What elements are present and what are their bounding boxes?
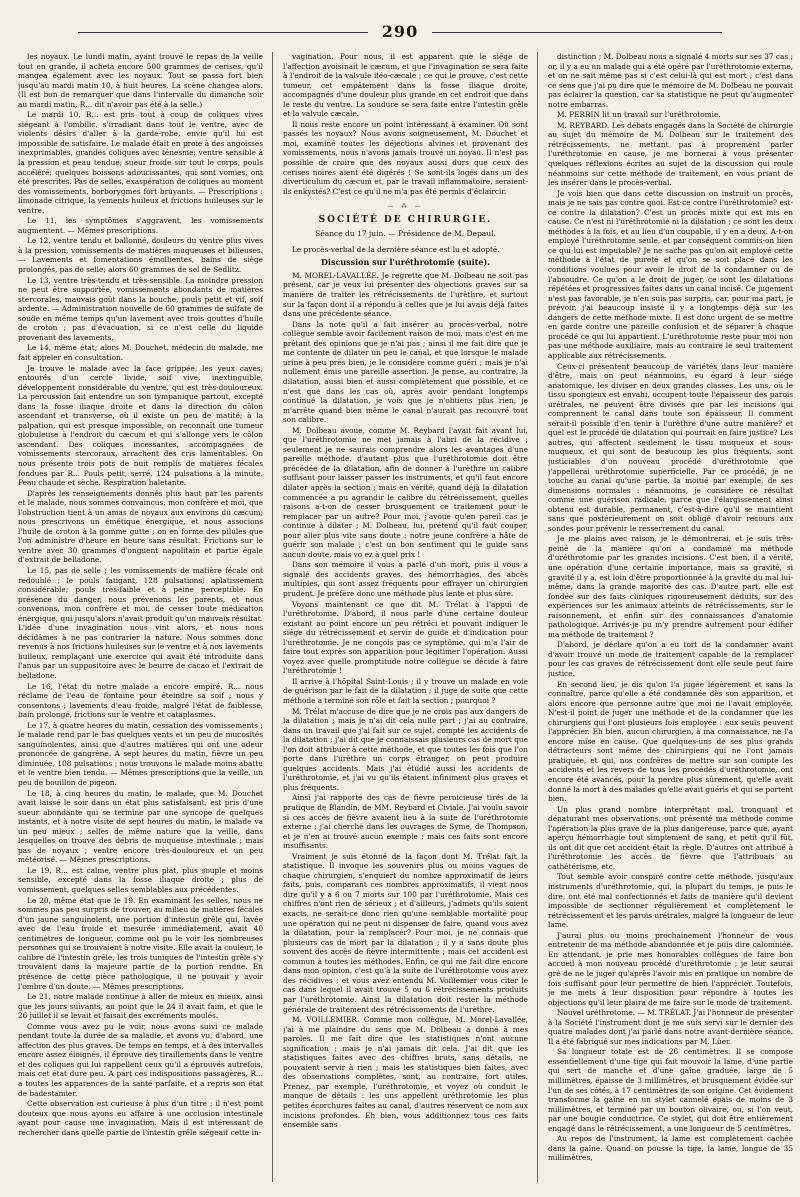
paragraph: M. VOILLEMIER. Comme mon collègue, M. Morel-Lavallée, j'ai à me plaindre du sens que M. Dolbeau a donné à mes paroles. Il me fait dire que les statistiques n'ont aucune signification ; mais je n'ai jamais dit cela. J'ai dit que les statistiques faites avec des chiffres bruts, sans détails, ne pouvaient servir à rien ; mais les statistiques bien faites, avec des observations complètes, sont, au contraire, fort utiles. Prenez, par exemple, l'uréthrotomie, et voyez où conduit le manque de détails : les uns appellent uréthrotomie les plus petites écorchures faites au canal, d'autres réservent ce nom aux incisions profondes. Eh bien, vous additionnez tous ces faits ensemble sans bbox=[283, 1015, 528, 1130]
column-divider bbox=[272, 52, 273, 1182]
paragraph: D'après les renseignements donnés plus haut par les parents et le malade, nous sommes convaincus, mon confrère et moi, que l'obstruction tient à un amas de noyaux aux environs du cæcum; nous prescrivons un émétique énergique, et nous associons l'huile de croton à la gomme gutte ; on en forme des pilules que l'on administre d'heure en heure sans résultat. Frictions sur le ventre avec 30 grammes d'onguent napolitain et partie égale d'extrait de belladone. bbox=[18, 488, 263, 565]
paragraph: vagination. Pour nous, il est apparent que le siége de l'affection avoisinait le cæcum, et que l'invagination se sera faite à l'endroit de la valvule iléo-cæcale ; ce qui le prouve, c'est cette tumeur, cet empâtement dans la fosse iliaque droite, accompagnés d'une douleur plus grande en cet endroit que dans le reste du ventre. La soudure se sera faite entre l'intestin grêle et la valvule cæcale. bbox=[283, 52, 528, 119]
paragraph: D'abord, je déclare qu'on a eu tort de la condamner avant d'avoir trouvé un mode de traitement capable de la remplacer pour les cas graves de rétrécissement dont elle seule peut faire justice. bbox=[548, 640, 793, 678]
column-divider bbox=[537, 52, 538, 1182]
paragraph: Le 16, l'état du notre malade a encore empiré. R... nous réclame de l'eau de fontaine pour éteindre sa soif ; nous y consentons ; lavements d'eau froide, malgré l'état de faiblesse, bain prolongé, frictions sur le ventre et cataplasmes. bbox=[18, 681, 263, 720]
minutes-note: Le procès-verbal de la dernière séance est lu et adopté. bbox=[292, 244, 500, 254]
paragraph: Je trouve le malade avec la face grippée, les yeux caves, entourés d'un cercle livide, soif vive, inextinguible, développement considérable du ventre, qui est très-douloureux. La percussion fait entendre un son tympanique partout, excepté dans la fosse iliaque droite et dans la direction du côlon ascendant et transverse, où il existe un peu de matité; à la palpation, qui est presque impossible, on reconnaît une tumeur globuleuse à l'endroit du cæcum et qui s'allonge vers le côlon ascendant. Des coliques incessantes, accompagnées de vomissements stercoraux, arrachent des cris lamentables. On nous présente trois pots de nuit remplis de matières fécales fondues par R... Pouls petit, serré, 124 pulsations à la minute. Peau chaude et sèche. Respiration haletante. bbox=[18, 363, 263, 488]
column-left bbox=[18, 52, 263, 1182]
paragraph: Le 13, ventre très-tendu et très-sensible. La moindre pression ne peut être supportée, vomissements abondants de matières stercorales, mauvais goût dans la bouche, pouls petit et vif, soif ardente. — Administration nouvelle de 60 grammes de sulfate de soude en même temps qu'un lavement avec trois gouttes d'huile de croton ; pas d'évacuation, si ce n'est celle du liquide provenant des lavements. bbox=[18, 275, 263, 342]
observation-conclusion bbox=[283, 52, 528, 196]
paragraph: Il arrive à l'hôpital Saint-Louis ; il y trouve un malade en voie de guérison par le fait de la dilatation ; il juge de suite que cette méthode a terminé son rôle et fait la section ; pourquoi ? bbox=[283, 676, 528, 705]
column-right bbox=[548, 52, 793, 1182]
paragraph: Le 18, à cinq heures du matin, le malade, que M. Douchet avait laissé le soir dans un état plus satisfaisant, est pris d'une sueur abondante qui se termine par une syncope de quelques instants, et à notre visite de sept heures du matin, le malade va un peu mieux ; selles de même nature que la veille, dans lesquelles on trouve des débris de muqueuse intestinale ; mais pas de noyaux ; ventre encore très-douloureux et un peu météorisé. — Mêmes prescriptions. bbox=[18, 788, 263, 865]
page-number: 290 bbox=[381, 22, 419, 41]
paragraph: Un plus grand nombre interprétant mal, tronquant et dénaturant mes observations, ont présenté ma méthode comme l'opération la plus grave de la plus dangereuse, parce que, ayant aperçu hémorrhagie tout simplement de sang, et petit qu'il fût, ils ont dit que cet accident était la règle. D'autres ont attribué à l'uréthrotomie les accès de fièvre que l'attribuais au cathétérisme, etc. bbox=[548, 804, 793, 871]
header-rule-right bbox=[432, 32, 722, 33]
paragraph: Le 19, R... est calme, ventre plus plat, plus souple et moins sensible, excepté dans la fosse iliaque droite ; plus de vomissement, quelques selles semblables aux précédentes. bbox=[18, 865, 263, 895]
discussion-title: Discussion sur l'uréthrotomie (suite). bbox=[320, 257, 491, 268]
paragraph: Comme vous avez pu le voir, nous avons suivi ce malade pendant toute la durée de sa maladie, et avons vu, d'abord, une affection des plus graves. De temps en temps, et à des intervalles encore assez éloignés, il éprouve des tiraillements dans le ventre et des coliques qui lui rappellent ceux qu'il a éprouvés autrefois, mais cet état dure peu. A part ces indispositions passagères, R... a toutes les apparences de la santé parfaite, et a repris son état de badestamier. bbox=[18, 1021, 263, 1098]
paragraph: Ainsi j'ai rapporté des cas de fièvre pernicieuse tirés de la pratique de Blandin, de MM. Reybard et Civiale. J'ai voulu savoir si ces accès de fièvre avaient lieu à la suite de l'uréthrotomie externe ; j'ai cherché dans les ouvrages de Syme, de Thompson, et je n'en ai trouvé aucun exemple ; mais ces faits sont encore insuffisants. bbox=[283, 793, 528, 851]
paragraph: les noyaux. Le lundi matin, ayant trouvé le repas de la veille tout en grande, il acheta encore 500 grammes de cerises, qu'il mangea également avec les noyaux. Tout se passa fort bien jusqu'au mardi matin 10, à huit heures. La scène changea alors. (Il est bon de remarquer que dans l'intervalle du dimanche soir au mardi matin, R... dit n'avoir pas été à la selle.) bbox=[18, 52, 263, 109]
paragraph: Je me plains avec raison, je le démontrerai, et je suis très-peiné de la manière qu'on a condamné ma méthode d'uréthrotomie par les grandes incisions. C'est bien, il a vérité, une opération d'une certaine importance, mais sa gravité, si gravité il y a, est loin d'être proportionnée à la gravité du mal lui-même, dans la grande majorité des cas. D'autre part, elle est fondée sur des faits cliniques rigoureusement déduits, sur des expériences sur les animaux atteints de rétrécissements, sur le raisonnement, et enfin sur des connaissances d'anatomie pathologique. Arrivés-je pu m'y prendre autrement pour édifier ma méthode de traitement ? bbox=[548, 534, 793, 639]
paragraph: Le 14, même état; alors M. Douchet, médecin du malade, me fait appeler en consultation. bbox=[18, 343, 263, 362]
paragraph: Je vois bien que dans cette discussion on instruit un procès, mais je ne sais pas contre quoi. Est-ce contre l'uréthrotomie? est-ce contre la dilatation? C'est un procès mixte qui est mis en cause. Ce n'est ni l'uréthrotomie ni la dilatation ; ce sont les deux méthodes à la fois, et au lieu d'un coupable, il y en a deux. A-t-on employé l'uréthrotomie seule, et par conséquent commis-on bien ce qui lui est imputable? Je ne sache pas qu'on ait employé cette méthode à l'état de pureté et qu'on se soit placé dans les conditions voulues pour avoir le droit de la condamner ou de l'absoudre. Ce qu'on a le droit de juger, ce sont les dilatations répétées et progressives faites dans un canal incisé. Ce jugement n'est pas favorable, je n'en suis pas surpris, car, pour ma part, je prévoir, j'ai beaucoup insisté il y a longtemps déjà sur les dangers de cette méthode mixte. Il est donc urgent de se mettre en garde contre une pareille confusion et de séparer à chaque procédé ce qui lui appartient. L'uréthrotomie reste pour moi non pas une méthode auxiliaire, mais au contraire le seul traitement applicable aux rétrécissements. bbox=[548, 188, 793, 360]
session-date: Séance du 17 juin. — Présidence de M. Depaul. bbox=[315, 229, 496, 239]
paragraph: Le 15, pas de selle ; les vomissements de matière fécale ont redoublé ; le pouls fatigant, 128 pulsations; aplatissement considérable; pouls très-faible et à peine perceptible. En présence du danger, nous prévenons les parents, et nous convenons, mon confrère et moi, de cesser toute médication énergique, qui jusqu'alors n'avait produit qu'un mauvais résultat. L'idée d'une invagination nous vint alors, et nous nous décidâmes à ne pas contrarier la nature. Nous sommes donc revenus à nos frictions huileuses sur le ventre et à nos lavements huileux, remplaçant une exercice qui avait été introduite dans l'anus par un suppositoire avec le beurre de cacao et l'extrait de belladone. bbox=[18, 565, 263, 680]
paragraph: distinction ; M. Dolbeau nous a signalé 4 morts sur ses 37 cas ; or, il y a eu un malade qui a été opéré par l'uréthrotomie externe, et on ne sait même pas si c'est celui-là qui est mort ; c'est dans ce sens que j'ai pu dire que le mémoire de M. Dolbeau ne pouvait pas éclairer la question, car sa statistique ne peut qu'augmenter notre embarras. bbox=[548, 52, 793, 109]
paragraph: Le 20, même état que le 19. En examinant les selles, nous ne sommes pas peu surpris de trouver, au milieu de matières fécales d'un jaune sanguinolent, une portion d'intestin grêle qui, lavée avec de l'eau froide et mesurée immédiatement, avait 40 centimètres de longueur, comme ont pu le voir les nombreuses personnes qui se trouvaient à notre visite. Elle avait la couleur, le calibre de l'intestin grêle, les trois tuniques de l'intestin grêle s'y trouvaient dans la majeure partie de la portion rendue. En présence de cette pièce pathologique, il ne pouvait y avoir l'ombre d'un doute. — Mêmes prescriptions. bbox=[18, 895, 263, 991]
paragraph: Cette observation est curieuse à plus d'un titre : il n'est point douteux que nous ayons eu affaire à une occlusion intestinale ayant pour cause une invagination. Mais il est intéressant de rechercher dans quelle partie de l'intestin grêle siégeait cette in- bbox=[18, 1099, 263, 1137]
section-title: SOCIÉTÉ DE CHIRURGIE. bbox=[318, 214, 493, 225]
paragraph: Le 17, à quatre heures du matin, cessation des vomissements ; le malade rend par le bas quelques vents et un peu de mucosités sanguinolentes, ainsi que d'autres matières qui ont une odeur prononcée de gangrène. A sept heures du matin, fièvre un peu diminuée, 108 pulsations ; nous trouvons le malade moins abattu et le ventre bien tendu. — Mêmes prescriptions que la veille, un peu de bouillon de pigeon. bbox=[18, 720, 263, 788]
paragraph: Vraiment je suis étonné de la façon dont M. Trélat fait la statistique. Il invoque les souvenirs plus ou moins vagues de chaque chirurgien, s'enquiert du nombre approximatif de leurs faits, puis, comparant ces nombres approximatifs, il vient nous dire qu'il y a 6 ou 7 morts sur 100 par l'uréthrotomie. Mais ces chiffres n'ont rien de sérieux ; et d'ailleurs, j'admets qu'ils soient exacts, ne serait-ce donc rien qu'une semblable mortalité pour une opération qui ne peut ni dispenser de faire, quand vous avez la dilatation, pour la remplacer? Pour moi, je ne connais que plusieurs cas de mort par la dilatation ; il y a sans doute plus souvent des accès de fièvre intermittente ; mais cet accident est commun à toutes les méthodes. Enfin, ce qui me fait dire encore dans mon opinion, c'est qu'à la suite de l'uréthrotomie vous avez des récidives ; et vous avez entendu M. Voillemier vous citer le cas dans lequel il avait trouvé 5 ou 6 rétrécissements produits par l'uréthrotomie. Ainsi la dilatation doit rester la méthode générale de traitement des rétrécissements de l'urèthre. bbox=[283, 851, 528, 1014]
header-rule-left bbox=[78, 32, 368, 33]
paragraph: Voyons maintenant ce que dit M. Trélat à l'appui de l'uréthrotomie. D'abord, il nous parle d'une certaine douleur existant au point encore un peu rétréci et pouvant indiquer le siége du rétrécissement et servir de guide et d'indication pour l'uréthrotomie. Je ne conçois pas ce symptôme, qui m'a l'air de faire tout exprès son apparition pour légitimer l'opération. Aussi voyez avec quelle promptitude notre collègue se décide à faire l'uréthrotomie ! bbox=[283, 599, 528, 676]
paragraph: Le 12, ventre tendu et ballonné, douleurs du ventre plus vives à la pression, vomissements de matières muqueuses et bilieuses. — Lavements et fomentations émollientes, bains de siège prolongés, pas de selle; alors 60 grammes de sel de Sedlitz. bbox=[18, 236, 263, 275]
discussion-body bbox=[283, 271, 528, 1130]
paragraph: Il nous reste encore un point intéressant à examiner. Où sont passés les noyaux? Nous avons soigneusement, M. Douchet et moi, examiné toutes les déjections alvines et provenant des vomissements, nous n'avons jamais trouvé un noyau. Il n'est pas possible de croire que des noyaux aussi durs que ceux des cerises noires aient été digérés ! Se sont-ils logés dans un des diverticulum du cæcum et, par le travail inflammatoire, seraient-ils enkystés? C'est ce qu'il ne m'a pas été permis d'éclaircir. bbox=[283, 119, 528, 196]
paragraph: Nouvel uréthrotome. — M. TRÉLAT. J'ai l'honneur de présenter à la Société l'instrument dont je me suis servi sur le dernier des quatre malades dont j'ai parlé dans notre avant-dernière séance. Il a été fabriqué sur mes indications par M. Lüer. bbox=[548, 1008, 793, 1046]
paragraph: M. REYBARD. Les débats engagés dans la Société de chirurgie au sujet du mémoire de M. Dolbeau sur le traitement des rétrécissements, ne mettant pas à proprement parler l'uréthrotomie en cause, je me bornerai à vous présenter quelques réflexions écrites au sujet de la discussion qui roule néanmoins sur cette méthode de traitement, en vous priant de les insérer dans le procès-verbal. bbox=[548, 120, 793, 188]
paragraph: Le mardi 10, R... est pris tout à coup de coliques vives siégeant à l'ombilic, s'irradiant dans tout le ventre, avec de violents désirs d'aller à la garde-robe, envie qu'il lui est impossible de satisfaire. Le malade était en proie à des angoisses inexprimables, grandes coliques avec ténesme; ventre sensible à la pression et peau tendue; sueur froide sur tout le corps, pouls accéléré; quelques boissons adoucissantes, qui sont vomies, ont été prescrites. Pas de selles, exaspération de coliques au moment des vomissements, borborygmes fort bruyants. — Prescriptions : limonade citrique, la vements huileux et frictions huileuses sur le ventre. bbox=[18, 110, 263, 215]
paragraph: M. PERRIN lit un travail sur l'uréthrotomie. bbox=[557, 110, 721, 120]
paragraph: J'aurai plus ou moins prochainement l'honneur de vous entretenir de ma méthode abandonnée et je puis dire calomniée. En attendant, je prie mes honorables collègues de faire bon accueil à mon nouveau procédé d'uréthrotomie ; je leur saurai gré de ne le juger qu'après l'avoir mis en pratique un nombre de fois suffisant pour leur permettre de bien l'apprécier. Toutefois, je me mets à leur disposition pour répondre à toutes les objections qu'il leur plaira de me faire sur le mode de traitement. bbox=[548, 930, 793, 1007]
paragraph: Dans la note qu'il a fait insérer au procès-verbal, notre collègue semble avoir facilement raison de moi, mais c'est en me prêtant des opinions que je n'ai pas ; ainsi il me fait dire que je me contente de dilater un peu le canal, et que lorsque le malade urine à peu près bien, je le considère comme guéri ; mais je n'ai nullement émis une pareille assertion. Je pense, au contraire, la dilatation, aussi bien et aussi complètement que possible, et ce n'est que dans les cas où, après avoir pendant longtemps continué la dilatation, je vois que je n'obtiens plus rien, je m'arrête quand bien même le canal n'aurait pas recouvré tout son calibre. bbox=[283, 319, 528, 425]
paragraph: Sa longueur totale est de 26 centimètres. Il se compose essentiellement d'une tige qui fait mouvoir la lame, d'une partie qui sert de manche et d'une gaîne graduée, large de 5 millimètres, épaisse de 3 millimètres, et brusquement évidée sur l'un de ses côtés, à 17 centimètres de son origine. Cet évidement transforme la gaîne en un stylet cannelé épais de moins de 3 millimètres, et terminé par un bouton olivaire, ou, si l'on veut, par une bougie conductrice. Ce stylet, qui doit être entièrement engagé dans le rétrécissement, a une longueur de 5 centimètres. bbox=[548, 1047, 793, 1133]
paragraph: Le 11, les symptômes s'aggravent, les vomissements augmentent. — Mêmes prescriptions. bbox=[18, 216, 263, 235]
paragraph: Dans son mémoire il vous a parlé d'un mort, puis il vous a signalé des accidents graves, des hémorrhagies, des abcès multiples, qui sont assez fréquents pour effrayer un chirurgien prudent. Je préfère donc une méthode plus lente et plus sûre. bbox=[283, 560, 528, 598]
page-header bbox=[0, 22, 800, 41]
paragraph: M. Dolbeau avoue, comme M. Reybard l'avait fait avant lui, que l'uréthrotomie ne met jamais à l'abri de la récidive ; seulement je ne saurais comprendre alors les avantages d'une pareille méthode, d'autant plus que l'uréthrotomie doit être précédée de la dilatation, afin de donner à l'urèthre un calibre suffisant pour laisser passer les instruments, et qu'il faut encore dilater après la section ; mais en vérité, quand déjà la dilatation commencée a pu agrandir le calibre du rétrécissement, quelles raisons a-t-on de cesser brusquement ce traitement pour le remplacer par un autre? Pour moi, j'avoue qu'en pareil cas je continue à dilater ; M. Dolbeau, lui, prétend qu'il faut couper, pour aller plus vite sans doute : notre jeune confrère a hâte de guérir son malade ; c'est un bon sentiment qui le guide sans aucun doute, mais vo ez à quel prix ! bbox=[283, 425, 528, 559]
column-middle bbox=[283, 52, 528, 1182]
paragraph: M. MOREL-LAVALLÉE. Je regrette que M. Dolbeau ne soit pas présent, car je veux lui présenter des objections graves sur sa manière de traiter les rétrécissements de l'urèthre, et surtout sur la façon dont il a répondu à celles que je lui avais déjà faites dans une précédente séance. bbox=[283, 270, 528, 319]
ornamental-divider: — ⁂ — bbox=[387, 203, 424, 211]
paragraph: En second lieu, je dis qu'on l'a jugée légèrement et sans la connaître, parce qu'elle a été condamnée dès son apparition, et alors encore que personne autre que moi ne l'avait employée. N'est-il point de juger une méthode et de la condamner que les chirurgiens qui l'ont plusieurs fois employée : eux seuls peuvent l'apprécier. Eh bien, aucun chirurgien, à ma connaissance, ne l'a encore mise en cause. Que quelques-uns de ses plus grands détracteurs sont même des chirurgiens qui ne l'ont jamais pratiquée, et qui, nos confrères de mettre sur son compte les accidents et les revers de tous les procédés d'uréthrotomie, ont encore été avancés, pour la perdre plus sûrement, qu'elle avait donné la mort à des malades qu'elle avait guéris et qui se portent bien. bbox=[548, 679, 793, 804]
paragraph: Le 21, notre malade continue à aller de mieux en mieux, ainsi que les jours suivants, au point que le 24 il avait faim, et que le 26 juillet il se levait et faisait des excréments moulés. bbox=[18, 992, 263, 1021]
paragraph: Ceux-ci présentent beaucoup de variétés dans leur manière d'être, mais on peut néanmoins, eu égard à leur siége anatomique, les diviser en deux grandes classes. Les uns, où le tissu spongieux est envahi, occupent toute l'épaisseur des parois urétrales, ne peuvent être divisés que par les incisions qui comprennent le canal dans toute son épaisseur. Il comment serait-il possible d'en tenir à l'urèthre d'une autre manière? et quel est le procédé de dilatation qui pourrait en faire justice? Les autres, qui affectent seulement le tissu muqueux et sous-muqueux, et qui sont de beaucoup les plus fréquents, sont justiciables d'un nouveau procédé d'uréthrotomie que j'appellerai uréthrotomie superficielle. Par ce procédé, je ne touche au canal qu'une partie, la moitié par exemple, de ses dimensions normales : néanmoins, je considère ce résultat comme une guérison radicale, parce que l'élargissement ainsi obtenu est durable, permanent, c'est-à-dire qu'il se maintient sans que postérieurement on soit obligé d'avoir recours aux sondes pour prévenir le resserrement du canal. bbox=[548, 361, 793, 533]
paragraph: Tout semble avoir conspiré contre cette méthode, jusqu'aux instruments d'uréthrotomie, qui, la plupart du temps, je puis le dire, ont été mal confectionnés et faits de manière qu'il devient impossible de sectionner régulièrement et complètement le rétrécissement et les parois urétrales, malgré la longueur de leur lame. bbox=[548, 872, 793, 930]
paragraph: Au repos de l'instrument, la lame est complètement cachée dans la gaîne. Quand on pousse la tige, la lame, longue de 35 millimètres, bbox=[548, 1134, 793, 1163]
paragraph: M. Trélat m'accuse de dire que je ne crois pas aux dangers de la dilatation ; mais je n'ai dit cela nulle part ; j'ai au contraire, dans un travail que j'ai fait sur ce sujet, compté les accidents de la dilatation ; j'ai dit que je connaissais plusieurs cas de mort que l'on doit attribuer à cette méthode, et que toutes les fois que l'on porte dans l'urèthre un corps étranger, on peut produire quelques accidents. Mais j'ai étudié aussi les accidents de l'uréthrotomie, et j'ai vu qu'ils étaient infiniment plus graves et plus fréquents. bbox=[283, 706, 528, 792]
